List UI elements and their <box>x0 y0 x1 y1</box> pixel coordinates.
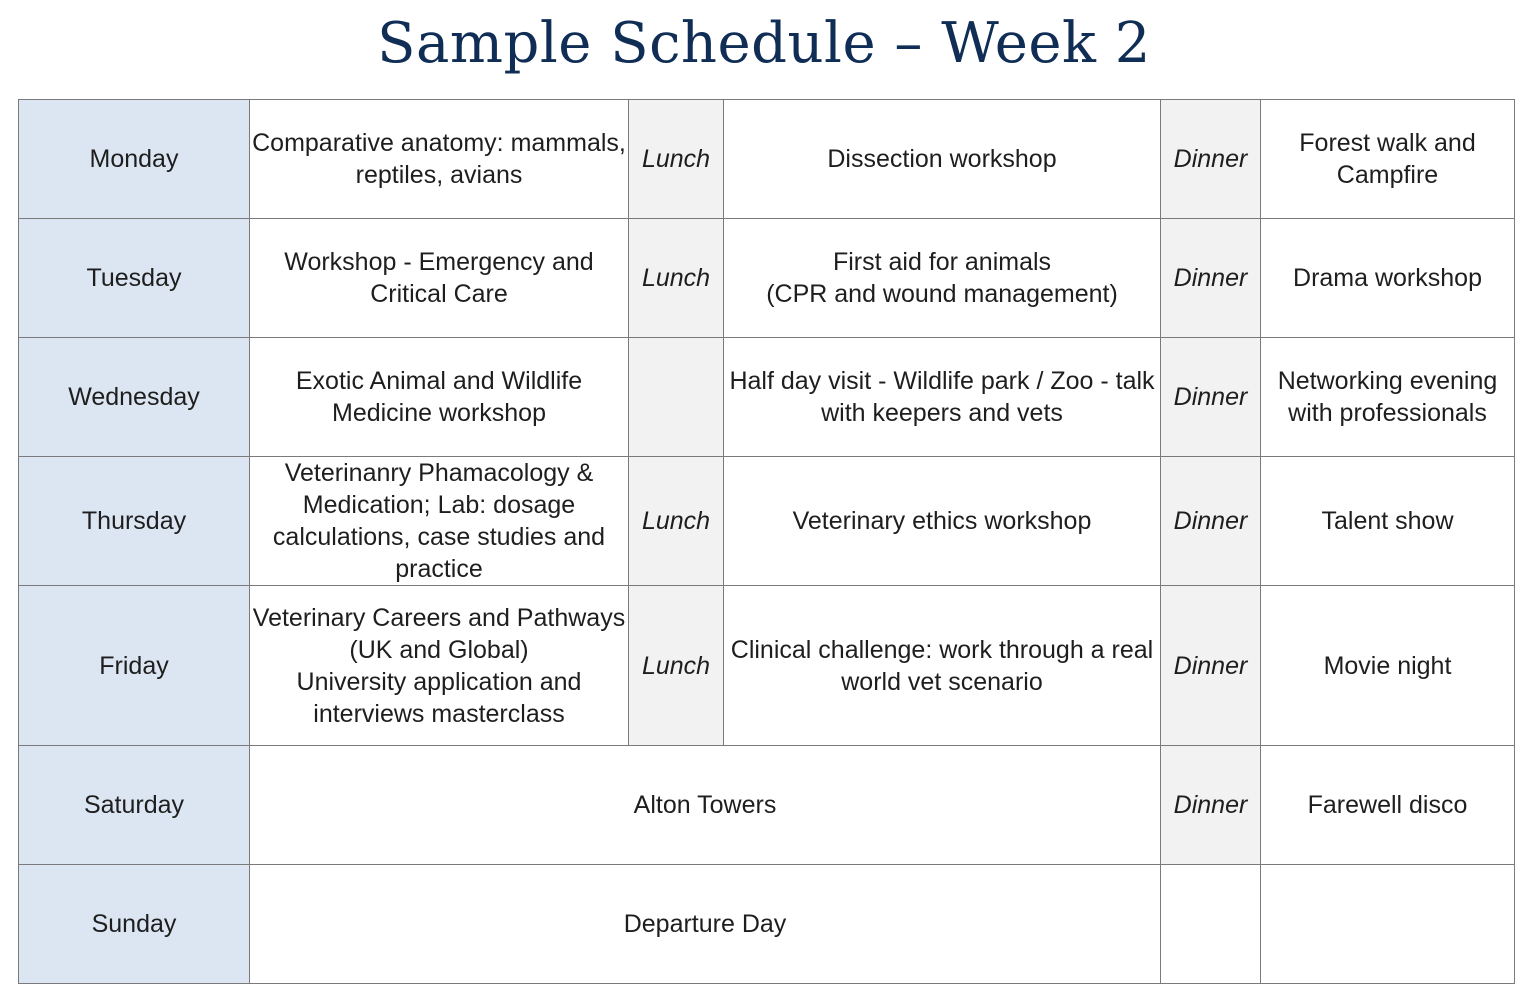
dinner-cell: Dinner <box>1161 746 1261 865</box>
evening-cell: Drama workshop <box>1261 219 1515 338</box>
table-row <box>19 219 1515 338</box>
dinner-cell: Dinner <box>1161 338 1261 457</box>
day-cell: Tuesday <box>19 219 250 338</box>
table-row <box>19 338 1515 457</box>
morning-cell: Exotic Animal and Wildlife Medicine workshop <box>250 338 629 457</box>
dinner-cell: Dinner <box>1161 586 1261 746</box>
schedule-table <box>18 99 1515 984</box>
evening-cell: Farewell disco <box>1261 746 1515 865</box>
afternoon-cell: Veterinary ethics workshop <box>724 457 1161 586</box>
day-cell: Thursday <box>19 457 250 586</box>
evening-cell: Forest walk and Campfire <box>1261 100 1515 219</box>
lunch-cell: Lunch <box>629 219 724 338</box>
table-row <box>19 865 1515 984</box>
table-row <box>19 100 1515 219</box>
dinner-cell: Dinner <box>1161 100 1261 219</box>
full-day-cell: Alton Towers <box>250 746 1161 865</box>
evening-cell: Networking evening with professionals <box>1261 338 1515 457</box>
page-title: Sample Schedule – Week 2 <box>377 11 1151 76</box>
morning-cell: Comparative anatomy: mammals, reptiles, avians <box>250 100 629 219</box>
dinner-cell: Dinner <box>1161 219 1261 338</box>
morning-cell: Veterinanry Phamacology & Medication; Lab: dosage calculations, case studies and practice <box>250 457 629 586</box>
dinner-cell: Dinner <box>1161 457 1261 586</box>
dinner-cell <box>1161 865 1261 984</box>
lunch-cell <box>629 338 724 457</box>
lunch-cell: Lunch <box>629 100 724 219</box>
table-row <box>19 457 1515 586</box>
evening-cell: Movie night <box>1261 586 1515 746</box>
table-row <box>19 746 1515 865</box>
lunch-cell: Lunch <box>629 586 724 746</box>
day-cell: Friday <box>19 586 250 746</box>
afternoon-cell: Clinical challenge: work through a real world vet scenario <box>724 586 1161 746</box>
day-cell: Monday <box>19 100 250 219</box>
afternoon-cell: Half day visit - Wildlife park / Zoo - talk with keepers and vets <box>724 338 1161 457</box>
evening-cell <box>1261 865 1515 984</box>
afternoon-cell: First aid for animals (CPR and wound management) <box>724 219 1161 338</box>
morning-cell: Workshop - Emergency and Critical Care <box>250 219 629 338</box>
day-cell: Sunday <box>19 865 250 984</box>
lunch-cell: Lunch <box>629 457 724 586</box>
afternoon-cell: Dissection workshop <box>724 100 1161 219</box>
day-cell: Saturday <box>19 746 250 865</box>
table-row <box>19 586 1515 746</box>
evening-cell: Talent show <box>1261 457 1515 586</box>
full-day-cell: Departure Day <box>250 865 1161 984</box>
morning-cell: Veterinary Careers and Pathways (UK and Global) University application and interviews masterclass <box>250 586 629 746</box>
day-cell: Wednesday <box>19 338 250 457</box>
